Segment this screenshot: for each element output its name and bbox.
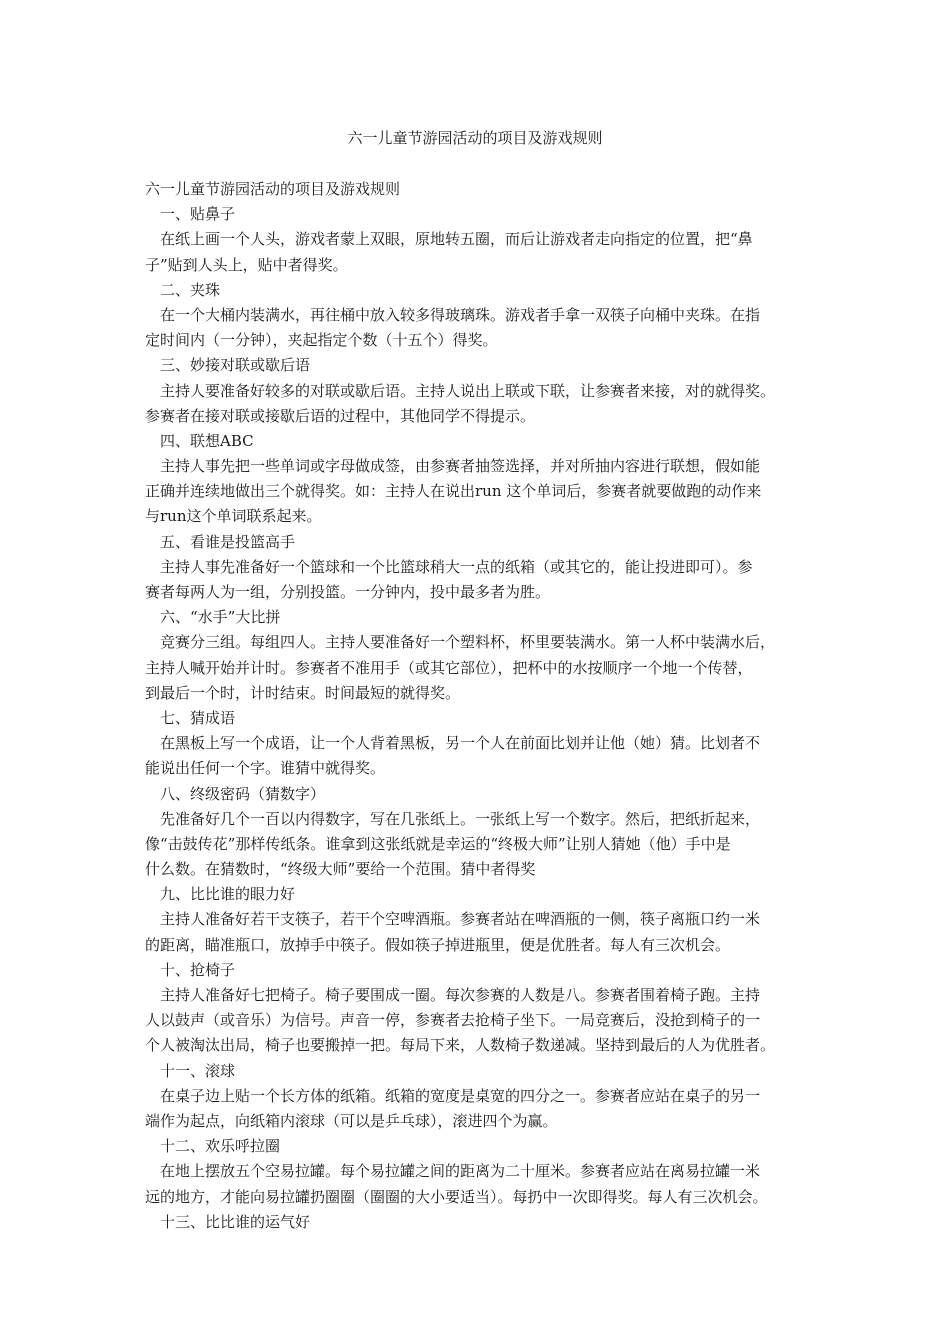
text-line: 十一、滚球: [160, 1061, 236, 1080]
text-line: 人以鼓声（或音乐）为信号。声音一停，参赛者去抢椅子坐下。一局竞赛后，没抢到椅子的一: [145, 1011, 761, 1030]
document-body: [145, 177, 810, 1235]
text-line: 到最后一个时，计时结束。时间最短的就得奖。: [145, 683, 461, 702]
text-line: 十二、欢乐呼拉圈: [160, 1137, 281, 1156]
text-line: 个人被淘汰出局，椅子也要搬掉一把。每局下来，人数椅子数递减。坚持到最后的人为优胜者。: [145, 1036, 776, 1055]
paragraph-lines: [145, 202, 810, 1235]
text-line: 正确并连续地做出三个就得奖。如：主持人在说出run 这个单词后，参赛者就要做跑的动作来: [145, 482, 762, 501]
text-line: 主持人准备好若干支筷子，若干个空啤酒瓶。参赛者站在啤酒瓶的一侧，筷子离瓶口约一米: [160, 910, 761, 929]
text-line: 赛者每两人为一组，分别投篮。一分钟内，投中最多者为胜。: [145, 583, 551, 601]
text-line: 主持人事先准备好一个篮球和一个比篮球稍大一点的纸箱（或其它的，能让投进即可）。参: [160, 557, 753, 576]
text-line: 与run这个单词联系起来。: [145, 507, 322, 526]
text-line: 在地上摆放五个空易拉罐。每个易拉罐之间的距离为二十厘米。参赛者应站在离易拉罐一米: [160, 1162, 761, 1181]
text-line: 四、联想ABC: [160, 431, 254, 450]
text-line: 九、比比谁的眼力好: [160, 885, 296, 904]
text-line: 子”贴到人头上，贴中者得奖。: [145, 255, 348, 274]
text-line: 参赛者在接对联或接歇后语的过程中，其他同学不得提示。: [145, 406, 536, 425]
text-line: 十三、比比谁的运气好: [160, 1212, 311, 1231]
text-line: 在黑板上写一个成语，让一个人背着黑板，另一个人在前面比划并让他（她）猜。比划者不: [160, 734, 761, 753]
text-line: 在纸上画一个人头，游戏者蒙上双眼，原地转五圈，而后让游戏者走向指定的位置，把“鼻: [160, 230, 753, 249]
text-line: 十、抢椅子: [160, 960, 236, 979]
intro-line: 六一儿童节游园活动的项目及游戏规则: [145, 180, 401, 198]
text-line: 七、猜成语: [160, 708, 236, 727]
text-line: 在一个大桶内装满水，再往桶中放入较多得玻璃珠。游戏者手拿一双筷子向桶中夹珠。在指: [160, 305, 761, 324]
text-line: 主持人事先把一些单词或字母做成签，由参赛者抽签选择，并对所抽内容进行联想，假如能: [160, 457, 761, 476]
text-line: 二、夹珠: [160, 280, 221, 299]
text-line: 像“击鼓传花”那样传纸条。谁拿到这张纸就是幸运的“终极大师”让别人猜她（他）手中是: [145, 834, 731, 853]
text-line: 主持人准备好七把椅子。椅子要围成一圈。每次参赛的人数是八。参赛者围着椅子跑。主持: [160, 986, 761, 1004]
text-line: 八、终级密码（猜数字）: [160, 784, 326, 803]
text-line: 能说出任何一个字。谁猜中就得奖。: [145, 759, 386, 778]
text-line: 远的地方，才能向易拉罐扔圈圈（圈圈的大小要适当）。每扔中一次即得奖。每人有三次机会。: [145, 1187, 768, 1206]
text-line: 主持人要准备好较多的对联或歇后语。主持人说出上联或下联，让参赛者来接，对的就得奖。: [160, 381, 776, 400]
text-line: 主持人喊开始并计时。参赛者不准用手（或其它部位），把杯中的水按顺序一个地一个传替，: [145, 658, 753, 677]
text-line: 定时间内（一分钟），夹起指定个数（十五个）得奖。: [145, 331, 498, 350]
text-line: 端作为起点，向纸箱内滚球（可以是乒乓球），滚进四个为赢。: [145, 1111, 558, 1130]
text-line: 什么数。在猜数时，“终级大师”要给一个范围。猜中者得奖: [145, 860, 536, 879]
text-line: 的距离，瞄准瓶口，放掉手中筷子。假如筷子掉进瓶里，便是优胜者。每人有三次机会。: [145, 935, 731, 954]
document-title: 六一儿童节游园活动的项目及游戏规则: [347, 129, 603, 147]
text-line: 六、“水手”大比拼: [160, 608, 281, 627]
text-line: 竞赛分三组。每组四人。主持人要准备好一个塑料杯，杯里要装满水。第一人杯中装满水后，: [160, 633, 776, 652]
text-line: 一、贴鼻子: [160, 205, 236, 224]
text-line: 三、妙接对联或歇后语: [160, 356, 311, 375]
text-line: 在桌子边上贴一个长方体的纸箱。纸箱的宽度是桌宽的四分之一。参赛者应站在桌子的另一: [160, 1086, 761, 1105]
text-line: 五、看谁是投篮高手: [160, 532, 296, 551]
text-line: 先准备好几个一百以内得数字，写在几张纸上。一张纸上写一个数字。然后，把纸折起来，: [160, 809, 761, 828]
